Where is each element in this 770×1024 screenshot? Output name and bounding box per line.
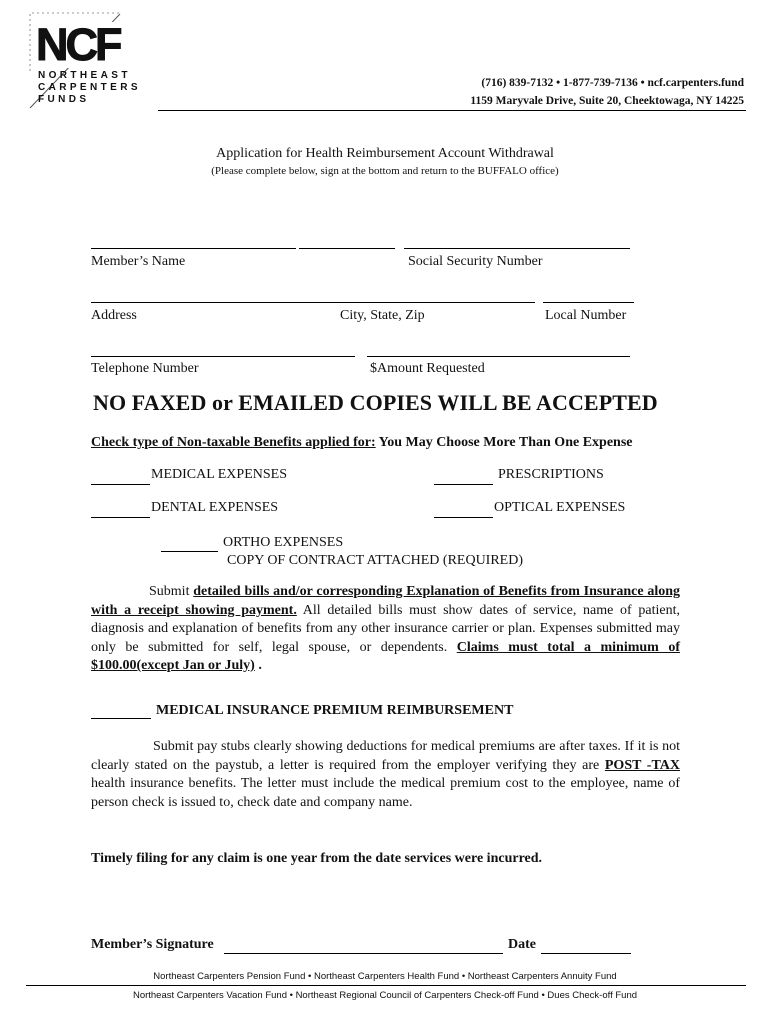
check-type-underlined: Check type of Non-taxable Benefits applied for: bbox=[91, 435, 376, 450]
members-name-label: Member’s Name bbox=[91, 254, 186, 269]
ortho-note: COPY OF CONTRACT ATTACHED (REQUIRED) bbox=[227, 553, 524, 568]
check-type-rest: You May Choose More Than One Expense bbox=[375, 435, 633, 450]
prescriptions-checkbox-line[interactable] bbox=[434, 484, 493, 485]
no-fax-warning: NO FAXED or EMAILED COPIES WILL BE ACCEPTED bbox=[93, 390, 658, 415]
footer-rule bbox=[26, 985, 746, 986]
ortho-checkbox-line[interactable] bbox=[161, 551, 218, 552]
amount-label: $Amount Requested bbox=[370, 361, 485, 376]
ortho-option-label: ORTHO EXPENSES bbox=[223, 535, 344, 550]
optical-option-label: OPTICAL EXPENSES bbox=[494, 500, 626, 515]
premium-option-label: MEDICAL INSURANCE PREMIUM REIMBURSEMENT bbox=[156, 703, 514, 718]
premium-tail: health insurance benefits. The letter must include the medical premium cost to the employee, name of person check is issued to, check date and company name. bbox=[91, 776, 680, 810]
address-line-field[interactable] bbox=[91, 302, 535, 303]
premium-paragraph bbox=[91, 738, 680, 812]
telephone-label: Telephone Number bbox=[91, 361, 199, 376]
ssn-line[interactable] bbox=[404, 248, 630, 249]
submit-lead: Submit bbox=[149, 584, 194, 599]
header-rule bbox=[158, 110, 746, 111]
contact-line: (716) 839-7132 • 1-877-739-7136 • ncf.carpenters.fund bbox=[481, 77, 744, 89]
logo-line-1: NORTHEAST bbox=[38, 70, 131, 81]
timely-filing-notice: Timely filing for any claim is one year from the date services were incurred. bbox=[91, 851, 543, 866]
local-number-label: Local Number bbox=[545, 308, 627, 323]
logo-line-2: CARPENTERS bbox=[38, 82, 141, 93]
local-number-line[interactable] bbox=[543, 302, 634, 303]
submit-tail: . bbox=[254, 658, 262, 673]
address-line: 1159 Maryvale Drive, Suite 20, Cheektowaga, NY 14225 bbox=[470, 95, 744, 107]
telephone-line[interactable] bbox=[91, 356, 355, 357]
footer-line-1: Northeast Carpenters Pension Fund • Northeast Carpenters Health Fund • Northeast Carpenters Annuity Fund bbox=[153, 971, 617, 982]
submit-paragraph bbox=[91, 583, 680, 676]
prescriptions-option-label: PRESCRIPTIONS bbox=[498, 467, 604, 482]
dental-checkbox-line[interactable] bbox=[91, 517, 150, 518]
submit-underlined: detailed bills and/or corresponding Explanation of Benefits from Insurance along with a receipt showing payment. bbox=[91, 584, 680, 618]
members-name-line[interactable] bbox=[91, 248, 296, 249]
medical-option-label: MEDICAL EXPENSES bbox=[151, 467, 287, 482]
logo-wordmark bbox=[38, 70, 141, 106]
check-type-heading bbox=[91, 435, 632, 451]
form-title: Application for Health Reimbursement Account Withdrawal bbox=[216, 146, 554, 161]
claims-minimum: Claims must total a minimum of $100.00(except Jan or July) bbox=[91, 639, 680, 673]
premium-lead: Submit pay stubs clearly showing deductions for medical premiums are after taxes. If it is not clearly stated on the paystub, a letter is required from the employer verifying they are bbox=[91, 739, 680, 773]
address-label: Address bbox=[91, 308, 137, 323]
post-tax: POST -TAX bbox=[604, 757, 680, 773]
ncf-logo bbox=[28, 12, 153, 110]
date-line[interactable] bbox=[541, 953, 631, 954]
city-state-zip-label: City, State, Zip bbox=[340, 308, 425, 323]
date-label: Date bbox=[508, 937, 536, 952]
amount-line[interactable] bbox=[367, 356, 630, 357]
logo-line-3: FUNDS bbox=[38, 94, 90, 105]
signature-label: Member’s Signature bbox=[91, 937, 214, 952]
members-name-line-2[interactable] bbox=[299, 248, 395, 249]
logo-acronym: NCF bbox=[36, 19, 120, 70]
submit-body: All detailed bills must show dates of service, name of patient, diagnosis and explanation of benefits from any other insurance carrier or plan. Expenses submitted may only be submitted for self, legal spouse, or dependents. bbox=[91, 602, 680, 655]
optical-checkbox-line[interactable] bbox=[434, 517, 493, 518]
form-subtitle: (Please complete below, sign at the bottom and return to the BUFFALO office) bbox=[211, 165, 559, 177]
signature-line[interactable] bbox=[224, 953, 503, 954]
medical-checkbox-line[interactable] bbox=[91, 484, 150, 485]
footer-line-2: Northeast Carpenters Vacation Fund • Northeast Regional Council of Carpenters Check-off Fund • Dues Check-off Fund bbox=[132, 990, 638, 1001]
dental-option-label: DENTAL EXPENSES bbox=[151, 500, 279, 515]
premium-checkbox-line[interactable] bbox=[91, 718, 151, 719]
ssn-label: Social Security Number bbox=[408, 254, 543, 269]
